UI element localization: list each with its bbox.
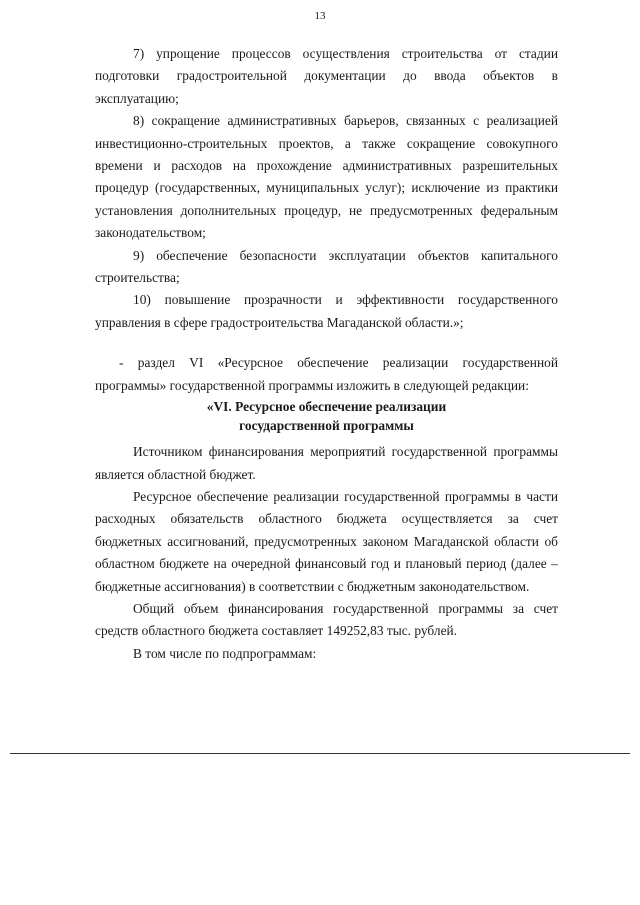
page-divider [10,753,630,754]
section-title-line-2: государственной программы [239,418,414,434]
page-number: 13 [314,10,326,22]
section-title-line-1: «VI. Ресурсное обеспечение реализации [206,399,447,415]
paragraph-resource-provision: Ресурсное обеспечение реализации государственной программы в части расходных обязательств областного бюджета осуществляется за счет бюджетных ассигнований, предусмотренных законом Магаданской области об областном бюджете на очередной финансовый год и плановый период (далее – бюджетные ассигнования) в соответствии с бюджетным законодательством. [95,488,558,594]
section-title [95,397,558,435]
paragraph-total-funding: Общий объем финансирования государственной программы за счет средств областного бюджета составляет 149252,83 тыс. рублей. [95,600,558,639]
list-item-8: 8) сокращение административных барьеров, связанных с реализацией инвестиционно-строительных проектов, а также сокращение совокупного времени и расходов на прохождение административных разрешительных процедур (государственных, муниципальных услуг); исключение из практики установления дополнительных процедур, не предусмотренных федеральным законодательством; [95,113,558,241]
document-body [95,43,558,665]
paragraph-funding-source: Источником финансирования мероприятий государственной программы является областной бюджет. [95,444,558,482]
list-item-9: 9) обеспечение безопасности эксплуатации объектов капитального строительства; [95,247,558,286]
amendment-text: - раздел VI «Ресурсное обеспечение реализации государственной программы» государственной программы изложить в следующей редакции: [95,355,558,393]
paragraph-subprograms: В том числе по подпрограммам: [133,645,317,661]
list-item-7: 7) упрощение процессов осуществления строительства от стадии подготовки градостроительной документации до ввода объектов в эксплуатацию; [95,46,558,106]
list-item-10: 10) повышение прозрачности и эффективности государственного управления в сфере градостроительства Магаданской области.»; [95,292,558,330]
